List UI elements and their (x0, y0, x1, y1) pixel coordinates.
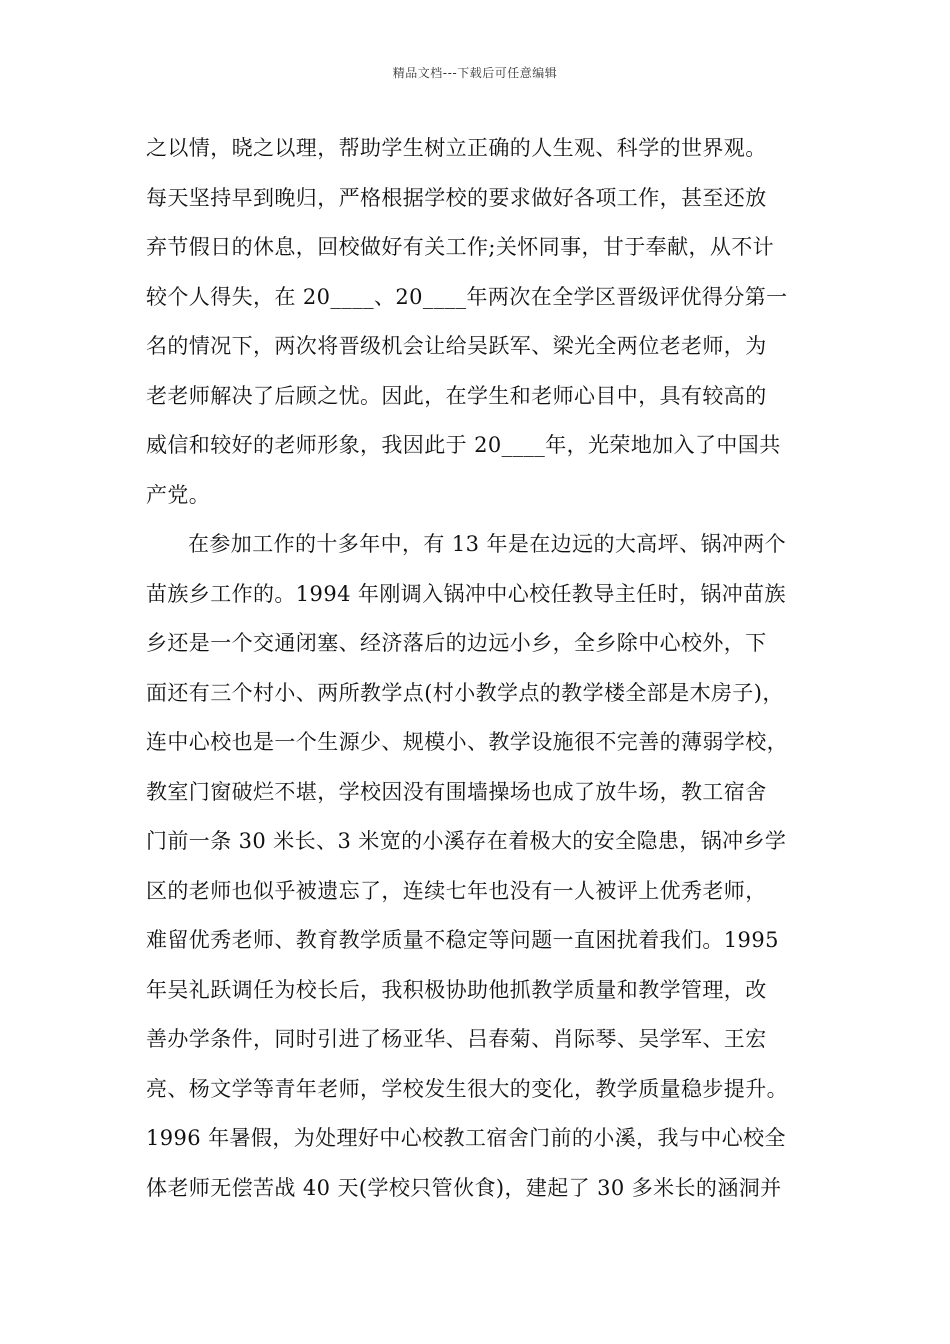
text-line: 苗族乡工作的。1994 年刚调入锅冲中心校任教导主任时，锅冲苗族 (146, 581, 786, 606)
text-line: 名的情况下，两次将晋级机会让给吴跃军、梁光全两位老老师，为 (146, 334, 767, 358)
text-line: 门前一条 30 米长、3 米宽的小溪存在着极大的安全隐患，锅冲乡学 (146, 829, 787, 853)
text-line: 教室门窗破烂不堪，学校因没有围墙操场也成了放牛场，教工宿舍 (146, 779, 767, 804)
text-line: 1996 年暑假，为处理好中心校教工宿舍门前的小溪，我与中心校全 (146, 1126, 786, 1150)
text-line: 体老师无偿苦战 40 天(学校只管伙食)，建起了 30 多米长的涵洞并 (146, 1175, 782, 1200)
text-line: 亮、杨文学等青年老师，学校发生很大的变化，教学质量稳步提升。 (146, 1076, 788, 1101)
text-line: 难留优秀老师、教育教学质量不稳定等问题一直困扰着我们。1995 (146, 928, 779, 952)
text-line: 每天坚持早到晚归，严格根据学校的要求做好各项工作，甚至还放 (146, 185, 767, 210)
page-header: 精品文档---下载后可任意编辑 (392, 66, 558, 80)
paragraph-1 (146, 124, 816, 520)
paragraph-2 (146, 520, 816, 1213)
text-line: 产党。 (146, 482, 211, 507)
text-line: 老老师解决了后顾之忧。因此，在学生和老师心目中，具有较高的 (146, 383, 767, 408)
text-line: 年吴礼跃调任为校长后，我积极协助他抓教学质量和教学管理，改 (146, 977, 767, 1002)
text-line: 之以情，晓之以理，帮助学生树立正确的人生观、科学的世界观。 (146, 136, 767, 160)
text-line: 连中心校也是一个生源少、规模小、教学设施很不完善的薄弱学校， (146, 730, 788, 754)
text-line: 面还有三个村小、两所教学点(村小教学点的教学楼全部是木房子)， (146, 680, 784, 705)
text-line: 威信和较好的老师形象，我因此于 20____年，光荣地加入了中国共 (146, 433, 781, 457)
text-line: 善办学条件，同时引进了杨亚华、吕春菊、肖际琴、吴学军、王宏 (146, 1027, 767, 1051)
text-line: 弃节假日的休息，回校做好有关工作;关怀同事，甘于奉献，从不计 (146, 235, 775, 259)
text-line: 在参加工作的十多年中，有 13 年是在边远的大高坪、锅冲两个 (188, 532, 787, 556)
text-line: 较个人得失，在 20____、20____年两次在全学区晋级评优得分第一 (146, 284, 788, 309)
text-line: 区的老师也似乎被遗忘了，连续七年也没有一人被评上优秀老师， (146, 878, 767, 903)
document-body (146, 124, 816, 1213)
text-line: 乡还是一个交通闭塞、经济落后的边远小乡，全乡除中心校外，下 (146, 631, 767, 655)
